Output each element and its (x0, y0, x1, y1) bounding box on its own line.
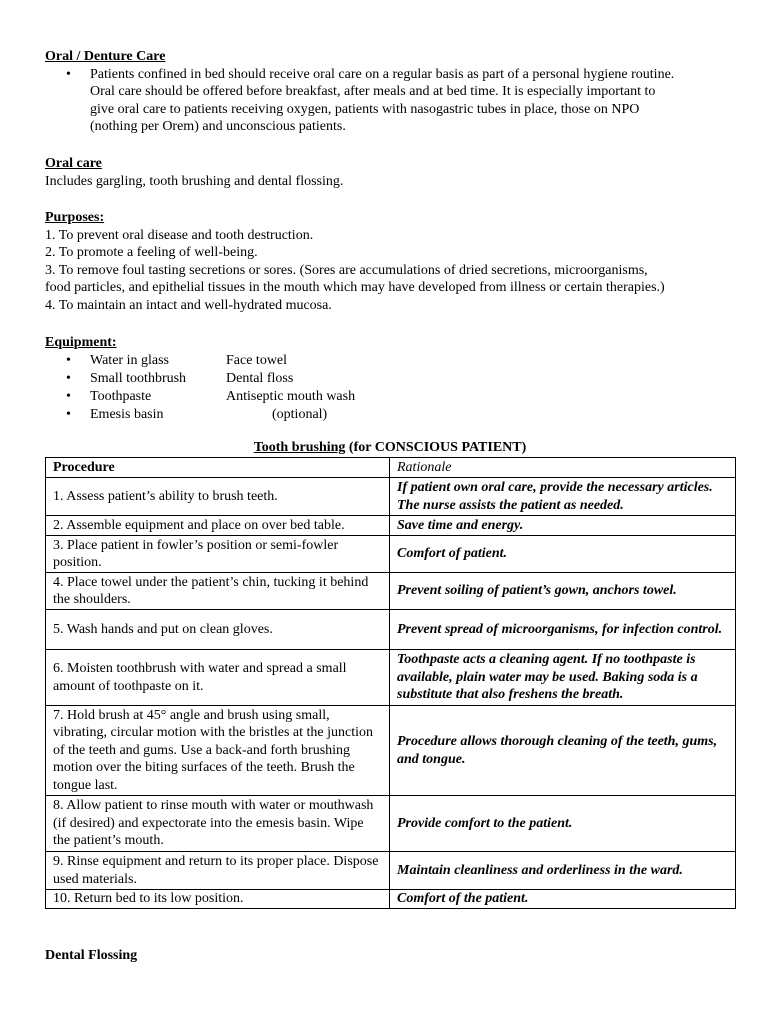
procedure-cell: 1. Assess patient’s ability to brush teeth. (46, 478, 390, 516)
equipment-heading: Equipment: (45, 335, 117, 350)
oral-care-heading: Oral care (45, 156, 102, 171)
rationale-cell: If patient own oral care, provide the necessary articles. The nurse assists the patient as needed. (390, 478, 736, 516)
procedure-cell: 5. Wash hands and put on clean gloves. (46, 610, 390, 650)
equipment-note: (optional) (272, 406, 328, 422)
table-row (46, 650, 736, 706)
table-row (46, 516, 736, 536)
dental-flossing-heading: Dental Flossing (45, 948, 138, 963)
rationale-cell: Prevent spread of microorganisms, for infection control. (390, 610, 736, 650)
rationale-cell: Maintain cleanliness and orderliness in the ward. (390, 852, 736, 890)
table-title-rest: (for CONSCIOUS PATIENT) (345, 440, 527, 455)
procedure-table (45, 457, 736, 909)
procedure-cell: 2. Assemble equipment and place on over bed table. (46, 516, 390, 536)
table-row (46, 536, 736, 573)
rationale-cell: Procedure allows thorough cleaning of the teeth, gums, and tongue. (390, 706, 736, 796)
equipment-section (45, 334, 445, 424)
procedure-cell: 3. Place patient in fowler’s position or semi-fowler position. (46, 536, 390, 573)
purposes-section (45, 209, 665, 314)
oral-denture-section (45, 48, 735, 136)
equipment-item: Antiseptic mouth wash (226, 388, 356, 404)
table-row (46, 573, 736, 610)
purpose-line: 3. To remove foul tasting secretions or sores. (Sores are accumulations of dried secretions, microorganisms, (45, 262, 648, 278)
procedure-cell: 8. Allow patient to rinse mouth with water or mouthwash (if desired) and expectorate into the emesis basin. Wipe the patient’s mouth. (46, 796, 390, 852)
table-title (45, 439, 735, 457)
rationale-cell: Prevent soiling of patient’s gown, anchors towel. (390, 573, 736, 610)
equipment-item: • Small toothbrush (90, 370, 186, 388)
procedure-cell: 9. Rinse equipment and return to its proper place. Dispose used materials. (46, 852, 390, 890)
table-row (46, 610, 736, 650)
bullet-line: (nothing per Orem) and unconscious patients. (90, 119, 346, 134)
rationale-cell: Toothpaste acts a cleaning agent. If no toothpaste is available, plain water may be used. Baking soda is a substitute that also freshens the breath. (390, 650, 736, 706)
bullet-line: • Patients confined in bed should receive oral care on a regular basis as part of a personal hygiene routine. (90, 66, 675, 82)
oral-denture-heading: Oral / Denture Care (45, 49, 166, 64)
purpose-line: 4. To maintain an intact and well-hydrated mucosa. (45, 297, 332, 313)
table-row (46, 478, 736, 516)
procedure-cell: 7. Hold brush at 45° angle and brush using small, vibrating, circular motion with the bristles at the junction of the teeth and gums. Use a back-and forth brushing motion over the biting surfaces of the teeth. Brush the tongue last. (46, 706, 390, 796)
equipment-row (45, 352, 445, 370)
equipment-item: Face towel (226, 352, 288, 368)
rationale-cell: Provide comfort to the patient. (390, 796, 736, 852)
equipment-row (45, 370, 445, 388)
column-header-rationale: Rationale (390, 458, 736, 478)
equipment-item: • Emesis basin (90, 406, 164, 424)
table-row (46, 706, 736, 796)
table-title-underlined: Tooth brushing (253, 440, 346, 455)
purposes-heading: Purposes: (45, 210, 105, 225)
purpose-line: food particles, and epithelial tissues in the mouth which may have developed from illness or certain therapies.) (45, 280, 665, 295)
procedure-cell: 4. Place towel under the patient’s chin, tucking it behind the shoulders. (46, 573, 390, 610)
rationale-cell: Comfort of patient. (390, 536, 736, 573)
equipment-item: • Toothpaste (90, 388, 151, 406)
oral-care-text: Includes gargling, tooth brushing and dental flossing. (45, 173, 344, 189)
procedure-cell: 10. Return bed to its low position. (46, 890, 390, 909)
oral-denture-bullet (45, 66, 735, 136)
oral-care-section (45, 155, 343, 190)
procedure-cell: 6. Moisten toothbrush with water and spread a small amount of toothpaste on it. (46, 650, 390, 706)
equipment-row (45, 388, 445, 406)
table-row (46, 852, 736, 890)
column-header-procedure: Procedure (46, 458, 390, 478)
equipment-row (45, 406, 445, 424)
table-header-row (46, 458, 736, 478)
purpose-line: 2. To promote a feeling of well-being. (45, 245, 258, 260)
equipment-item: Dental floss (226, 370, 294, 386)
equipment-item: • Water in glass (90, 352, 169, 370)
rationale-cell: Save time and energy. (390, 516, 736, 536)
table-row (46, 890, 736, 909)
rationale-cell: Comfort of the patient. (390, 890, 736, 909)
table-row (46, 796, 736, 852)
bullet-line: Oral care should be offered before breakfast, after meals and at bed time. It is especially important to (90, 84, 656, 99)
bullet-line: give oral care to patients receiving oxygen, patients with nasogastric tubes in place, those on NPO (90, 101, 640, 117)
purpose-line: 1. To prevent oral disease and tooth destruction. (45, 227, 314, 243)
